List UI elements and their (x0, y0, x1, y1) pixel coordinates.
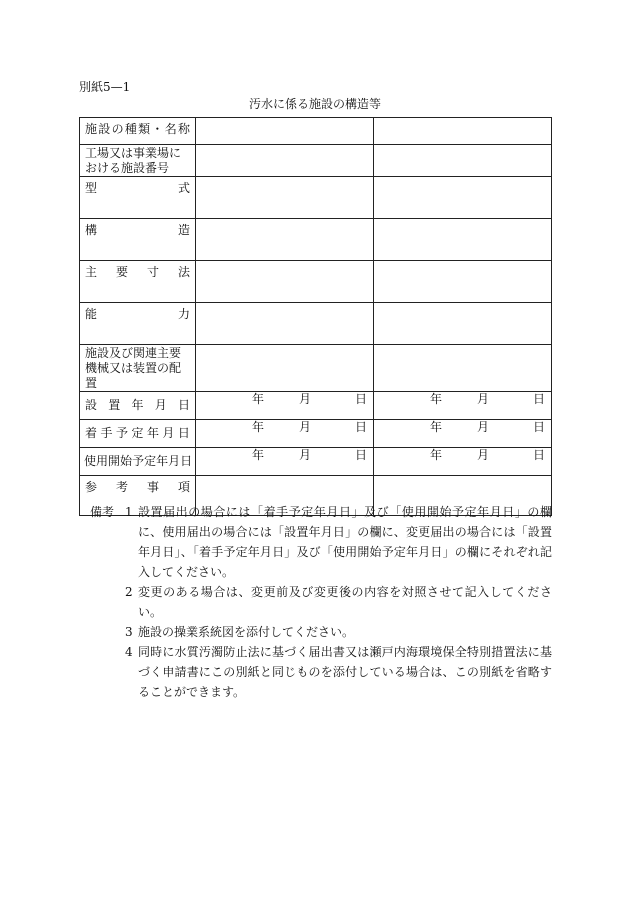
label-char: 置 (108, 398, 121, 412)
facility-structure-table (79, 117, 552, 516)
label-char: 年 (156, 454, 169, 468)
label-structure (80, 219, 196, 261)
note-item (90, 502, 552, 582)
label-install-date-text (85, 398, 190, 413)
label-char: 月 (162, 426, 175, 440)
install-date-before[interactable] (196, 392, 374, 420)
label-char: 名 (164, 122, 177, 136)
note-item (90, 622, 552, 642)
note-text: 施設の操業系統図を添付してください。 (138, 625, 355, 639)
install-date-after[interactable] (374, 392, 552, 420)
label-char: 法 (177, 265, 190, 279)
label-char: 型 (85, 181, 98, 195)
notes-heading: 備考 (90, 505, 115, 519)
label-char: 定 (131, 426, 144, 440)
label-char: 事 (146, 480, 159, 494)
note-number: 2 (125, 585, 133, 599)
date-units (374, 392, 551, 407)
label-char: 日 (177, 398, 190, 412)
value-layout-after[interactable] (374, 345, 552, 392)
month-unit: 月 (476, 392, 489, 406)
value-capacity-after[interactable] (374, 303, 552, 345)
year-unit: 年 (429, 420, 442, 434)
date-units (196, 420, 373, 435)
row-install-date (80, 392, 552, 420)
value-layout-before[interactable] (196, 345, 374, 392)
day-unit: 日 (532, 392, 545, 406)
label-char: 開 (108, 454, 121, 468)
label-facility-number-text: 工場又は事業場における施設番号 (85, 146, 182, 175)
label-planned-start-date (80, 420, 196, 448)
row-facility-type-name (80, 118, 552, 145)
value-main-dimensions-after[interactable] (374, 261, 552, 303)
day-unit: 日 (354, 448, 367, 462)
date-units (374, 448, 551, 463)
value-capacity-before[interactable] (196, 303, 374, 345)
label-char: 手 (100, 426, 113, 440)
label-char: 設 (85, 398, 98, 412)
form-title: 汚水に係る施設の構造等 (248, 97, 381, 111)
year-unit: 年 (251, 420, 264, 434)
label-char: 参 (85, 480, 98, 494)
label-char: 日 (177, 426, 190, 440)
value-facility-number-after[interactable] (374, 145, 552, 177)
label-char: 項 (177, 480, 190, 494)
month-unit: 月 (298, 420, 311, 434)
month-unit: 月 (298, 392, 311, 406)
note-number: 1 (125, 505, 133, 519)
label-model-text (85, 181, 190, 196)
day-unit: 日 (354, 420, 367, 434)
month-unit: 月 (298, 448, 311, 462)
label-planned-use-date-text (84, 454, 192, 469)
note-item (90, 642, 552, 702)
label-char: 構 (85, 223, 98, 237)
label-char: 月 (168, 454, 181, 468)
note-text: 変更のある場合は、変更前及び変更後の内容を対照させて記入してください。 (138, 585, 552, 619)
label-char: 要 (115, 265, 128, 279)
day-unit: 日 (354, 392, 367, 406)
annex-label: 別紙5—1 (79, 80, 131, 94)
date-units (374, 420, 551, 435)
label-char: ・ (151, 122, 164, 136)
date-units (196, 392, 373, 407)
label-char: 類 (138, 122, 151, 136)
label-char: 考 (115, 480, 128, 494)
value-facility-type-name-before[interactable] (196, 118, 374, 145)
label-structure-text (85, 223, 190, 238)
row-capacity (80, 303, 552, 345)
label-char: 日 (180, 454, 193, 468)
label-main-dimensions-text (85, 265, 190, 280)
notes-section (90, 502, 552, 702)
value-model-after[interactable] (374, 177, 552, 219)
row-facility-number (80, 145, 552, 177)
label-char: 設 (98, 122, 111, 136)
day-unit: 日 (532, 448, 545, 462)
label-char: 主 (85, 265, 98, 279)
day-unit: 日 (532, 420, 545, 434)
planned-start-date-after[interactable] (374, 420, 552, 448)
label-char: 能 (85, 307, 98, 321)
year-unit: 年 (251, 448, 264, 462)
value-structure-after[interactable] (374, 219, 552, 261)
value-main-dimensions-before[interactable] (196, 261, 374, 303)
label-char: 称 (177, 122, 190, 136)
label-main-dimensions (80, 261, 196, 303)
label-remarks-text (85, 480, 190, 495)
label-char: 用 (96, 454, 109, 468)
note-number: 4 (125, 645, 133, 659)
year-unit: 年 (251, 392, 264, 406)
note-item (90, 582, 552, 622)
note-text: 設置届出の場合には「着手予定年月日」及び「使用開始予定年月日」の欄に、使用届出の場合には「設置年月日」の欄に、変更届出の場合には「設置年月日」、「着手予定年月日」及び「使用開始予定年月日」の欄にそれぞれ記入してください。 (138, 505, 552, 579)
label-char: 種 (124, 122, 137, 136)
label-char: 年 (146, 426, 159, 440)
label-facility-type-name-text (85, 122, 190, 137)
planned-start-date-before[interactable] (196, 420, 374, 448)
year-unit: 年 (429, 448, 442, 462)
label-char: 定 (144, 454, 157, 468)
label-facility-number (80, 145, 196, 177)
value-structure-before[interactable] (196, 219, 374, 261)
row-planned-use-date (80, 448, 552, 476)
planned-use-date-after[interactable] (374, 448, 552, 476)
value-facility-number-before[interactable] (196, 145, 374, 177)
label-char: 年 (131, 398, 144, 412)
date-units (196, 448, 373, 463)
label-planned-start-date-text (85, 426, 190, 441)
label-capacity (80, 303, 196, 345)
row-layout (80, 345, 552, 392)
label-char: の (111, 122, 124, 136)
label-char: 予 (132, 454, 145, 468)
label-char: 寸 (146, 265, 159, 279)
value-model-before[interactable] (196, 177, 374, 219)
row-main-dimensions (80, 261, 552, 303)
label-char: 使 (84, 454, 97, 468)
label-char: 月 (154, 398, 167, 412)
label-char: 着 (85, 426, 98, 440)
note-number: 3 (125, 625, 133, 639)
label-char: 予 (115, 426, 128, 440)
row-model (80, 177, 552, 219)
note-text: 同時に水質汚濁防止法に基づく届出書又は瀬戸内海環境保全特別措置法に基づく申請書にこの別紙と同じものを添付している場合は、この別紙を省略することができます。 (138, 645, 552, 699)
year-unit: 年 (429, 392, 442, 406)
label-char: 造 (177, 223, 190, 237)
month-unit: 月 (476, 448, 489, 462)
label-planned-use-date (80, 448, 196, 476)
label-capacity-text (85, 307, 190, 322)
label-layout (80, 345, 196, 392)
month-unit: 月 (476, 420, 489, 434)
label-char: 力 (177, 307, 190, 321)
label-layout-text: 施設及び関連主要機械又は装置の配置 (85, 346, 182, 390)
label-install-date (80, 392, 196, 420)
label-facility-type-name (80, 118, 196, 145)
planned-use-date-before[interactable] (196, 448, 374, 476)
row-structure (80, 219, 552, 261)
label-model (80, 177, 196, 219)
label-char: 施 (85, 122, 98, 136)
row-planned-start-date (80, 420, 552, 448)
label-char: 始 (120, 454, 133, 468)
value-facility-type-name-after[interactable] (374, 118, 552, 145)
label-char: 式 (177, 181, 190, 195)
